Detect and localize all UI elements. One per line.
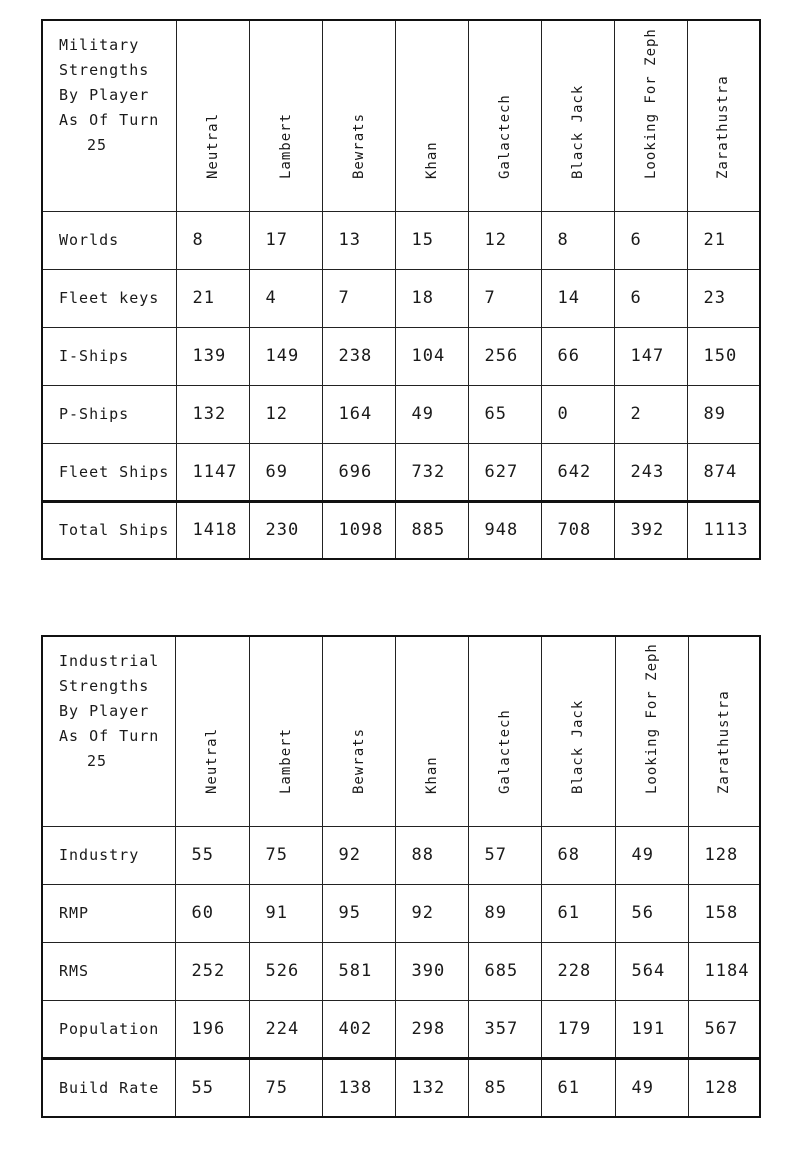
cell-value: 132 — [176, 385, 249, 443]
player-name: Looking For Zeph — [643, 642, 660, 794]
cell-value: 581 — [322, 942, 395, 1000]
table-row — [42, 327, 760, 385]
industrial-strengths-table — [41, 635, 761, 1118]
cell-value: 1147 — [176, 443, 249, 501]
cell-value: 885 — [395, 501, 468, 559]
cell-value: 685 — [468, 942, 541, 1000]
cell-value: 89 — [468, 884, 541, 942]
table-row — [42, 269, 760, 327]
player-name: Bewrats — [350, 112, 367, 179]
cell-value: 147 — [614, 327, 687, 385]
table-row — [42, 211, 760, 269]
cell-value: 228 — [541, 942, 615, 1000]
column-header — [688, 636, 760, 826]
cell-value: 8 — [541, 211, 614, 269]
title-line: Strengths — [59, 61, 150, 79]
player-name: Neutral — [204, 727, 220, 794]
row-label: Total Ships — [42, 501, 176, 559]
table-row — [42, 385, 760, 443]
column-header — [468, 636, 541, 826]
cell-value: 390 — [395, 942, 468, 1000]
cell-value: 15 — [395, 211, 468, 269]
title-line: By Player — [59, 86, 150, 104]
cell-value: 164 — [322, 385, 395, 443]
player-name: Looking For Zeph — [642, 27, 659, 179]
cell-value: 6 — [614, 269, 687, 327]
table-title — [42, 20, 176, 211]
player-name: Neutral — [204, 112, 221, 179]
cell-value: 948 — [468, 501, 541, 559]
column-header — [322, 636, 395, 826]
column-header — [687, 20, 760, 211]
cell-value: 392 — [614, 501, 687, 559]
cell-value: 642 — [541, 443, 614, 501]
column-header — [395, 20, 468, 211]
cell-value: 12 — [468, 211, 541, 269]
row-label: Industry — [42, 826, 175, 884]
player-name: Lambert — [277, 112, 294, 179]
table-title — [42, 636, 175, 826]
row-label: Fleet Ships — [42, 443, 176, 501]
player-name: Bewrats — [350, 727, 367, 794]
cell-value: 526 — [249, 942, 322, 1000]
cell-value: 92 — [395, 884, 468, 942]
cell-value: 567 — [688, 1000, 760, 1058]
cell-value: 732 — [395, 443, 468, 501]
column-header — [249, 20, 322, 211]
column-header — [541, 636, 615, 826]
cell-value: 191 — [615, 1000, 688, 1058]
player-name: Black Jack — [569, 84, 586, 179]
cell-value: 243 — [614, 443, 687, 501]
cell-value: 17 — [249, 211, 322, 269]
title-line: Industrial — [59, 652, 160, 670]
player-name: Khan — [423, 140, 440, 179]
table-row — [42, 884, 760, 942]
cell-value: 874 — [687, 443, 760, 501]
column-header — [615, 636, 688, 826]
cell-value: 564 — [615, 942, 688, 1000]
cell-value: 230 — [249, 501, 322, 559]
table-row — [42, 826, 760, 884]
cell-value: 298 — [395, 1000, 468, 1058]
player-name: Galactech — [496, 93, 513, 179]
cell-value: 708 — [541, 501, 614, 559]
row-label: Population — [42, 1000, 175, 1058]
cell-value: 1098 — [322, 501, 395, 559]
cell-value: 104 — [395, 327, 468, 385]
row-label: Worlds — [42, 211, 176, 269]
cell-value: 61 — [541, 884, 615, 942]
cell-value: 55 — [175, 826, 249, 884]
cell-value: 49 — [615, 826, 688, 884]
column-header — [614, 20, 687, 211]
row-label: RMP — [42, 884, 175, 942]
column-header — [541, 20, 614, 211]
player-name: Zarathustra — [715, 74, 732, 179]
cell-value: 23 — [687, 269, 760, 327]
turn-number: 25 — [87, 752, 108, 770]
row-label: Fleet keys — [42, 269, 176, 327]
column-header — [468, 20, 541, 211]
cell-value: 18 — [395, 269, 468, 327]
cell-value: 128 — [688, 826, 760, 884]
cell-value: 627 — [468, 443, 541, 501]
cell-value: 1184 — [688, 942, 760, 1000]
player-name: Khan — [423, 755, 440, 794]
cell-value: 2 — [614, 385, 687, 443]
row-label: RMS — [42, 942, 175, 1000]
player-name: Zarathustra — [715, 689, 732, 794]
title-line: As Of Turn — [59, 727, 160, 745]
cell-value: 88 — [395, 826, 468, 884]
cell-value: 85 — [468, 1058, 541, 1117]
military-strengths-table — [41, 19, 761, 560]
cell-value: 68 — [541, 826, 615, 884]
cell-value: 8 — [176, 211, 249, 269]
cell-value: 158 — [688, 884, 760, 942]
cell-value: 75 — [249, 826, 322, 884]
table-row — [42, 443, 760, 501]
row-label: Build Rate — [42, 1058, 175, 1117]
cell-value: 89 — [687, 385, 760, 443]
cell-value: 252 — [175, 942, 249, 1000]
column-header — [322, 20, 395, 211]
player-name: Black Jack — [570, 699, 586, 794]
cell-value: 21 — [176, 269, 249, 327]
player-name: Galactech — [496, 708, 513, 794]
turn-number: 25 — [87, 136, 108, 154]
cell-value: 6 — [614, 211, 687, 269]
row-label: P-Ships — [42, 385, 176, 443]
cell-value: 13 — [322, 211, 395, 269]
row-label: I-Ships — [42, 327, 176, 385]
table-row — [42, 1058, 760, 1117]
header-row — [42, 636, 760, 826]
player-name: Lambert — [277, 727, 294, 794]
cell-value: 49 — [395, 385, 468, 443]
cell-value: 69 — [249, 443, 322, 501]
cell-value: 179 — [541, 1000, 615, 1058]
cell-value: 57 — [468, 826, 541, 884]
cell-value: 139 — [176, 327, 249, 385]
cell-value: 55 — [175, 1058, 249, 1117]
cell-value: 224 — [249, 1000, 322, 1058]
cell-value: 75 — [249, 1058, 322, 1117]
cell-value: 92 — [322, 826, 395, 884]
cell-value: 61 — [541, 1058, 615, 1117]
cell-value: 238 — [322, 327, 395, 385]
cell-value: 0 — [541, 385, 614, 443]
cell-value: 256 — [468, 327, 541, 385]
cell-value: 402 — [322, 1000, 395, 1058]
cell-value: 132 — [395, 1058, 468, 1117]
column-header — [395, 636, 468, 826]
title-line: Strengths — [59, 677, 150, 695]
title-line: As Of Turn — [59, 111, 160, 129]
cell-value: 12 — [249, 385, 322, 443]
cell-value: 65 — [468, 385, 541, 443]
cell-value: 21 — [687, 211, 760, 269]
cell-value: 95 — [322, 884, 395, 942]
cell-value: 7 — [322, 269, 395, 327]
cell-value: 150 — [687, 327, 760, 385]
cell-value: 60 — [175, 884, 249, 942]
cell-value: 1418 — [176, 501, 249, 559]
cell-value: 91 — [249, 884, 322, 942]
cell-value: 56 — [615, 884, 688, 942]
cell-value: 7 — [468, 269, 541, 327]
cell-value: 128 — [688, 1058, 760, 1117]
table-row — [42, 501, 760, 559]
cell-value: 196 — [175, 1000, 249, 1058]
header-row — [42, 20, 760, 211]
cell-value: 357 — [468, 1000, 541, 1058]
cell-value: 149 — [249, 327, 322, 385]
cell-value: 696 — [322, 443, 395, 501]
cell-value: 4 — [249, 269, 322, 327]
cell-value: 66 — [541, 327, 614, 385]
table-row — [42, 1000, 760, 1058]
column-header — [176, 20, 249, 211]
cell-value: 1113 — [687, 501, 760, 559]
cell-value: 49 — [615, 1058, 688, 1117]
title-line: By Player — [59, 702, 150, 720]
cell-value: 138 — [322, 1058, 395, 1117]
cell-value: 14 — [541, 269, 614, 327]
title-line: Military — [59, 36, 140, 54]
column-header — [249, 636, 322, 826]
column-header — [175, 636, 249, 826]
table-row — [42, 942, 760, 1000]
